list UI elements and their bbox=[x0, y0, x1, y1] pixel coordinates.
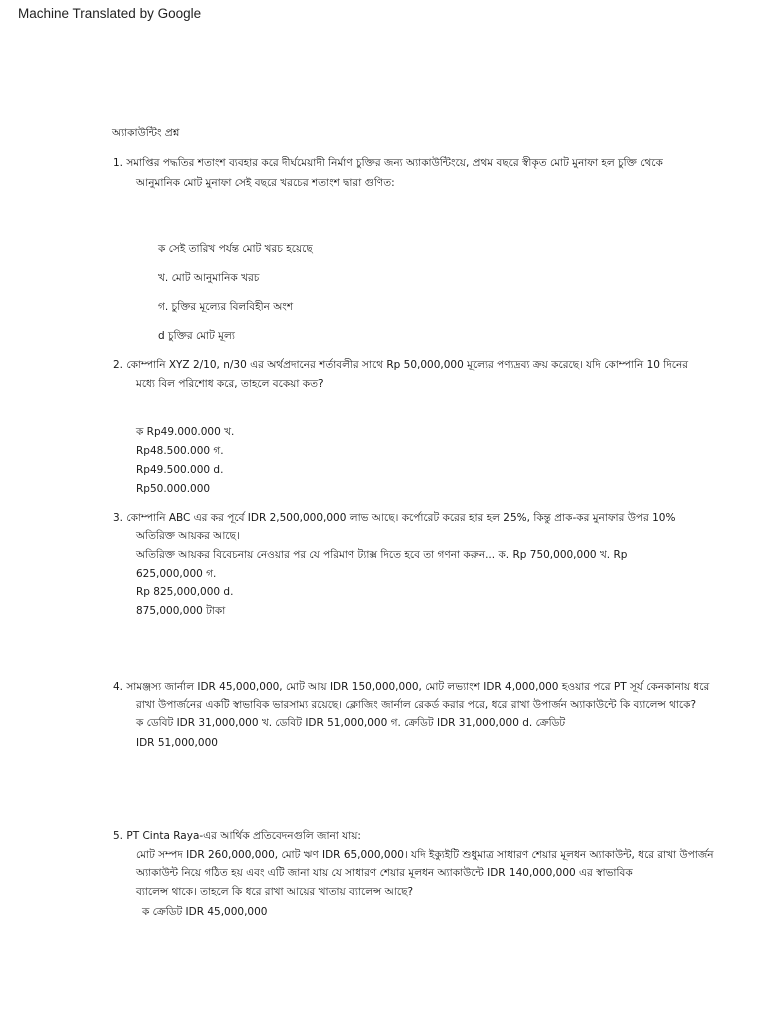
q1-option-c: গ. চুক্তির মূল্যের বিলবিহীন অংশ bbox=[158, 301, 294, 313]
q2-text-line-2: মধ্যে বিল পরিশোধ করে, তাহলে বকেয়া কত? bbox=[136, 378, 324, 390]
q4-text-line-4: IDR 51,000,000 bbox=[136, 737, 218, 749]
q1-option-d: d চুক্তির মোট মূল্য bbox=[158, 330, 235, 342]
q1-text-line-2: আনুমানিক মোট মুনাফা সেই বছরে খরচের শতাংশ দ্বারা গুণিত: bbox=[136, 177, 395, 189]
q3-text-line-3: অতিরিক্ত আয়কর বিবেচনায় নেওয়ার পর যে পরিমাণ ট্যাক্স দিতে হবে তা গণনা করুন... ক. Rp 750,000,000 খ. Rp bbox=[136, 549, 628, 561]
q3-text-line-5: Rp 825,000,000 d. bbox=[136, 586, 234, 598]
q1-option-b: খ. মোট আনুমানিক খরচ bbox=[158, 272, 260, 284]
machine-translation-banner: Machine Translated by Google bbox=[18, 6, 202, 21]
q3-text-line-4: 625,000,000 গ. bbox=[136, 568, 217, 580]
q1-option-a: ক সেই তারিখ পর্যন্ত মোট খরচ হয়েছে bbox=[158, 243, 313, 255]
document-heading: অ্যাকাউন্টিং প্রশ্ন bbox=[112, 127, 180, 139]
q2-option-line-4: Rp50.000.000 bbox=[136, 483, 211, 495]
q2-option-line-3: Rp49.500.000 d. bbox=[136, 464, 224, 476]
q4-text-line-1: 4. সামঞ্জস্য জার্নাল IDR 45,000,000, মোট আয় IDR 150,000,000, মোট লভ্যাংশ IDR 4,000,000 হওয়ার পরে PT সূর্য কেনকানায় ধরে bbox=[113, 681, 710, 693]
q4-text-line-3: ক ডেবিট IDR 31,000,000 খ. ডেবিট IDR 51,000,000 গ. ক্রেডিট IDR 31,000,000 d. ক্রেডিট bbox=[136, 717, 566, 729]
q3-text-line-2: অতিরিক্ত আয়কর আছে। bbox=[136, 530, 240, 542]
q5-text-line-3: অ্যাকাউন্ট নিয়ে গঠিত হয় এবং এটি জানা যায় যে সাধারণ শেয়ার মূলধন অ্যাকাউন্টে IDR 140,000,000 এর স্বাভাবিক bbox=[136, 867, 633, 879]
q5-option-a: ক ক্রেডিট IDR 45,000,000 bbox=[142, 906, 268, 918]
q2-option-line-2: Rp48.500.000 গ. bbox=[136, 445, 224, 457]
q5-text-line-2: মোট সম্পদ IDR 260,000,000, মোট ঋণ IDR 65,000,000। যদি ইক্যুইটি শুধুমাত্র সাধারণ শেয়ার মূলধন অ্যাকাউন্ট, ধরে রাখা উপার্জন bbox=[136, 849, 714, 861]
q4-text-line-2: রাখা উপার্জনের একটি স্বাভাবিক ভারসাম্য রয়েছে। ক্লোজিং জার্নাল রেকর্ড করার পরে, ধরে রাখা উপার্জন অ্যাকাউন্টে কি ব্যালেন্স থাকে? bbox=[136, 699, 697, 711]
q3-text-line-6: 875,000,000 টাকা bbox=[136, 605, 226, 617]
q3-text-line-1: 3. কোম্পানি ABC এর কর পূর্বে IDR 2,500,000,000 লাভ আছে। কর্পোরেট করের হার হল 25%, কিন্তু প্রাক-কর মুনাফার উপর 10% bbox=[113, 512, 676, 524]
q5-text-line-4: ব্যালেন্স থাকে। তাহলে কি ধরে রাখা আয়ের খাতায় ব্যালেন্স আছে? bbox=[136, 886, 414, 898]
q1-text-line-1: 1. সমাপ্তির পদ্ধতির শতাংশ ব্যবহার করে দীর্ঘমেয়াদী নির্মাণ চুক্তির জন্য অ্যাকাউন্টিংয়ে, প্রথম বছরে স্বীকৃত মোট মুনাফা হল চুক্তি থেকে bbox=[113, 157, 663, 169]
q5-text-line-1: 5. PT Cinta Raya-এর আর্থিক প্রতিবেদনগুলি জানা যায়: bbox=[113, 830, 361, 842]
q2-option-line-1: ক Rp49.000.000 খ. bbox=[136, 426, 235, 438]
q2-text-line-1: 2. কোম্পানি XYZ 2/10, n/30 এর অর্থপ্রদানের শর্তাবলীর সাথে Rp 50,000,000 মূল্যের পণ্যদ্রব্য ক্রয় করেছে। যদি কোম্পানি 10 দিনের bbox=[113, 359, 689, 371]
